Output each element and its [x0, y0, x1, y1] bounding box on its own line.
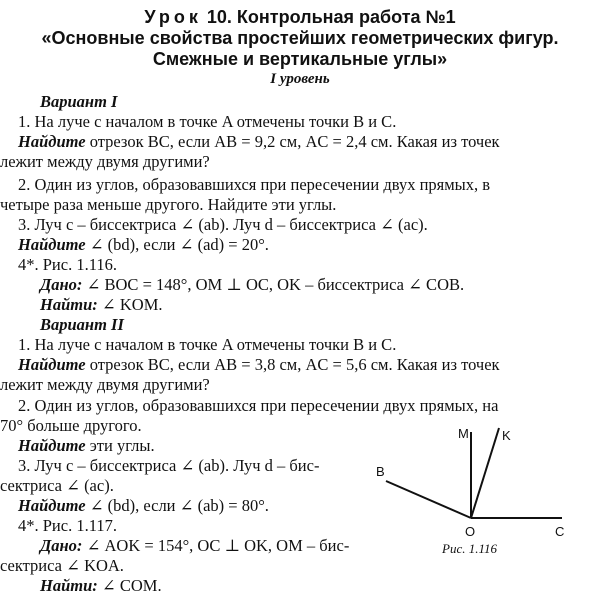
- topic-title-line2: Смежные и вертикальные углы»: [152, 49, 448, 69]
- v1-task2-line1: 2. Один из углов, образовавшихся при пересечении двух прямых, в: [18, 175, 491, 194]
- v1-task1-line3: лежит между двумя другими?: [0, 152, 210, 171]
- v2-task2-line3: Найдите эти углы.: [18, 436, 155, 455]
- v2-task3-line2: сектриса ∠ (ac).: [0, 476, 114, 495]
- lesson-title: Урок 10. Контрольная работа №1: [144, 7, 456, 27]
- v2-task1-line3: лежит между двумя другими?: [0, 375, 210, 394]
- variant2-heading: Вариант II: [40, 315, 124, 334]
- label-c: C: [555, 524, 565, 539]
- v2-task3-line1: 3. Луч c – биссектриса ∠ (ab). Луч d – бис-: [18, 456, 320, 475]
- v2-task1-line1: 1. На луче с началом в точке A отмечены точки B и C.: [18, 335, 397, 354]
- topic-title-line1: «Основные свойства простейших геометрических фигур.: [41, 28, 559, 48]
- v1-task4-given: Дано: ∠ BOC = 148°, OM ⊥ OC, OK – биссектриса ∠ COB.: [40, 275, 465, 294]
- v1-task1-line2: Найдите отрезок BC, если AB = 9,2 см, AC = 2,4 см. Какая из точек: [18, 132, 500, 151]
- v1-task4-find: Найти: ∠ KOM.: [40, 295, 163, 314]
- label-b: B: [376, 464, 385, 479]
- v2-task2-line1: 2. Один из углов, образовавшихся при пересечении двух прямых, на: [18, 396, 499, 415]
- ray-ok: [471, 428, 499, 518]
- v1-task2-line2: четыре раза меньше другого. Найдите эти углы.: [0, 195, 337, 214]
- variant1-heading: Вариант I: [40, 92, 118, 111]
- ray-ob: [386, 481, 471, 518]
- v1-task3-line2: Найдите ∠ (bd), если ∠ (ad) = 20°.: [18, 235, 269, 254]
- v2-task4-find: Найти: ∠ COM.: [40, 576, 162, 595]
- label-m: M: [458, 426, 469, 441]
- label-o: O: [465, 524, 476, 539]
- v2-task4-line1: 4*. Рис. 1.117.: [18, 516, 117, 535]
- v1-task4-line1: 4*. Рис. 1.116.: [18, 255, 117, 274]
- difficulty-level: I уровень: [270, 71, 330, 87]
- label-k: K: [502, 428, 511, 443]
- v2-task2-line2: 70° больше другого.: [0, 416, 142, 435]
- v1-task1-line1: 1. На луче с началом в точке A отмечены точки B и C.: [18, 112, 397, 131]
- v2-task4-given: Дано: ∠ AOK = 154°, OC ⊥ OK, OM – бис-: [40, 536, 350, 555]
- v2-task3-line3: Найдите ∠ (bd), если ∠ (ab) = 80°.: [18, 496, 269, 515]
- v1-task3-line1: 3. Луч c – биссектриса ∠ (ab). Луч d – биссектриса ∠ (ac).: [18, 215, 428, 234]
- figure-caption: Рис. 1.116: [442, 541, 497, 556]
- v2-task1-line2: Найдите отрезок BC, если AB = 3,8 см, AC = 5,6 см. Какая из точек: [18, 355, 500, 374]
- v2-task4-given-cont: сектриса ∠ KOA.: [0, 556, 124, 575]
